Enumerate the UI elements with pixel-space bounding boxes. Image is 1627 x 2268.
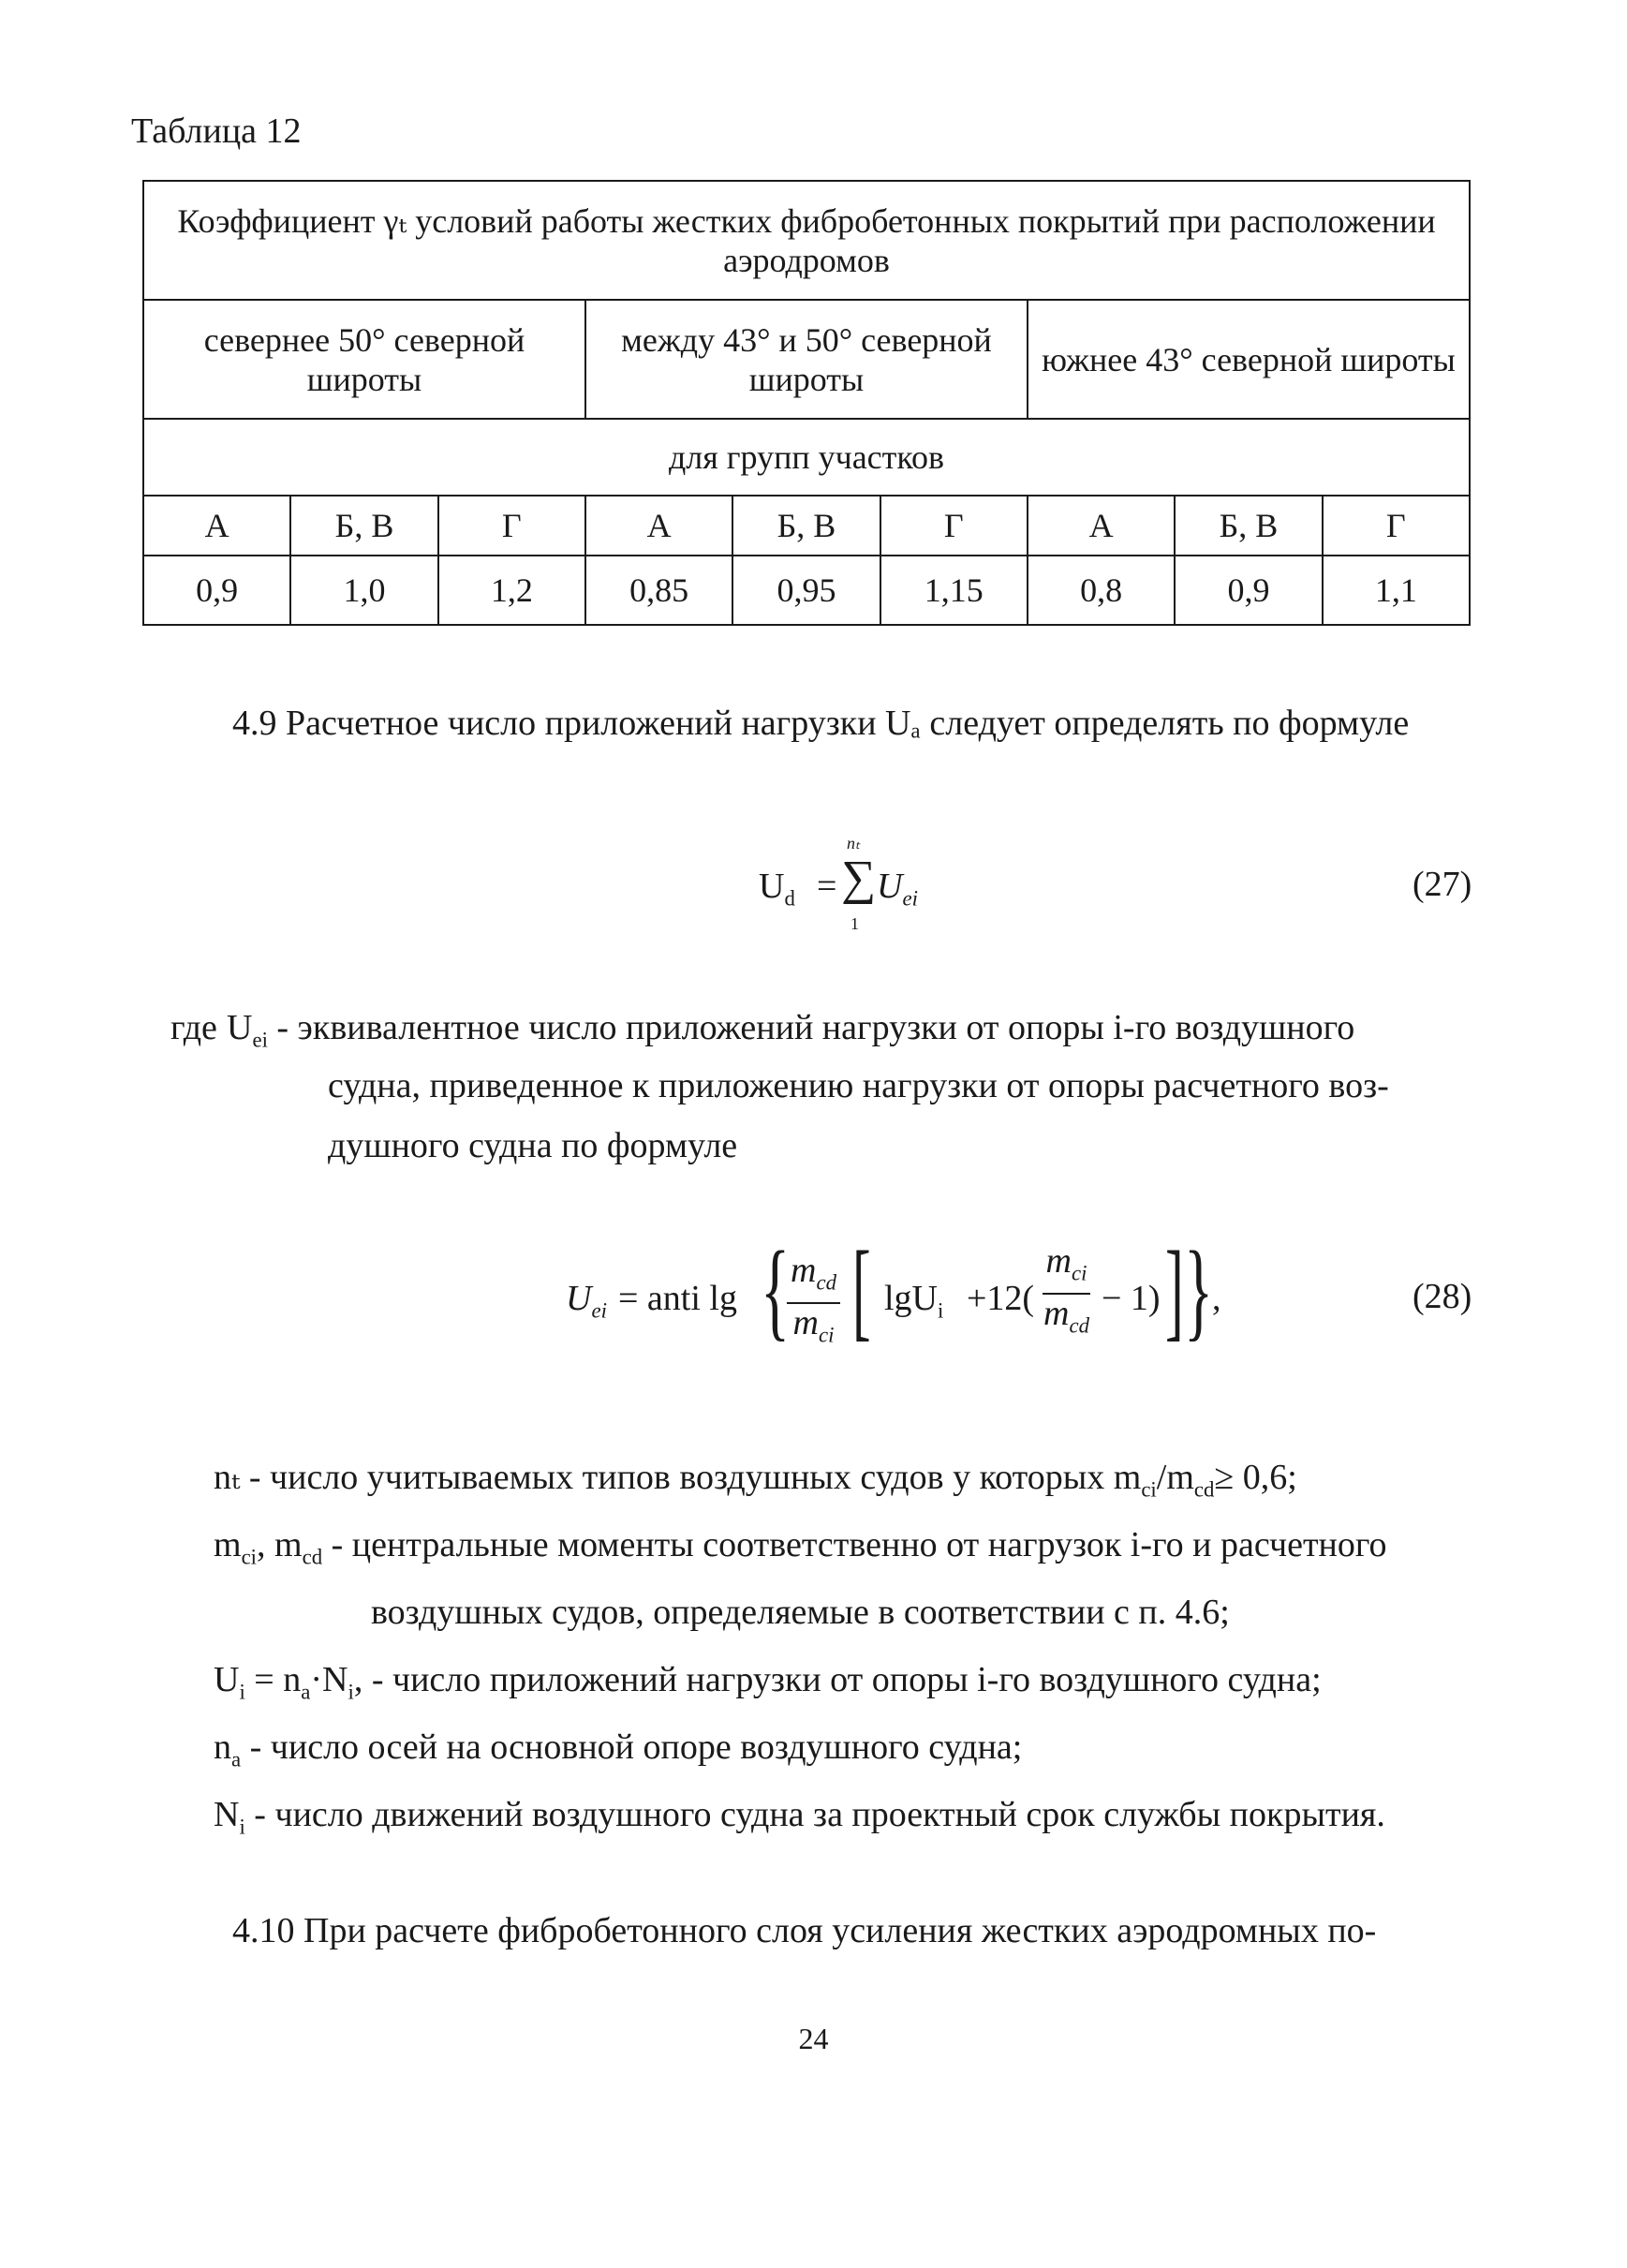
value-cell: 1,15 <box>880 556 1028 625</box>
fraction-mcd-mci: $m_{cd}$ $m_{ci}$ <box>787 1252 840 1354</box>
where-word: где <box>170 1008 217 1047</box>
group-cell: А <box>585 496 732 556</box>
def-mci-mcd-cont: воздушных судов, определяемые в соответствии с п. 4.6; <box>371 1593 1230 1632</box>
zone-middle: между 43° и 50° северной широты <box>585 300 1028 419</box>
groups-row <box>143 496 1470 556</box>
formula-28-lg-ui: lgU$_i$ <box>884 1279 944 1323</box>
group-cell: Г <box>880 496 1028 556</box>
paragraph-4-9: 4.9 Расчетное число приложений нагрузки Uₐ следует определять по формуле <box>232 704 1410 743</box>
def-ni: $N_i$ - число движений воздушного судна за проектный срок службы покрытия. <box>214 1795 1385 1839</box>
groups-label: для групп участков <box>143 419 1470 496</box>
def-nt: nₜ - число учитываемых типов воздушных судов у которых $m_{ci}/m_{cd}\ge 0,6$; <box>214 1458 1297 1502</box>
formula-27-number: (27) <box>1413 865 1472 904</box>
value-cell: 0,9 <box>143 556 290 625</box>
paragraph-4-10: 4.10 При расчете фибробетонного слоя усиления жестких аэродромных по- <box>232 1911 1377 1950</box>
table-header: Коэффициент γₜ условий работы жестких фибробетонных покрытий при расположении аэродромов <box>143 181 1470 300</box>
coefficient-table <box>142 180 1471 626</box>
formula-28-minus-one: − 1) <box>1102 1279 1161 1318</box>
where-line-3: душного судна по формуле <box>328 1126 738 1165</box>
left-bracket: [ <box>852 1228 871 1351</box>
group-cell: Г <box>1323 496 1470 556</box>
value-cell: 0,8 <box>1028 556 1175 625</box>
formula-28-anti-lg: = anti lg <box>618 1279 737 1318</box>
left-brace: { <box>761 1228 791 1351</box>
def-mci-mcd: $m_{ci}$, $m_{cd}$ - центральные моменты соответственно от нагрузок i-го и расчетного <box>214 1525 1387 1569</box>
value-cell: 0,95 <box>732 556 880 625</box>
group-cell: Б, В <box>1175 496 1322 556</box>
zone-north: севернее 50° северной широты <box>143 300 585 419</box>
right-bracket: ] <box>1165 1228 1184 1351</box>
value-cell: 1,2 <box>438 556 585 625</box>
formula-27-term: $U_{ei}$ <box>877 867 918 911</box>
value-cell: 0,85 <box>585 556 732 625</box>
formula-28 <box>566 1225 1221 1375</box>
right-brace: } <box>1184 1228 1214 1351</box>
zone-south: южнее 43° северной широты <box>1028 300 1470 419</box>
group-cell: Б, В <box>290 496 437 556</box>
formula-28-lhs: $U_{ei}$ <box>566 1279 607 1323</box>
where-line-2: судна, приведенное к приложению нагрузки от опоры расчетного воз- <box>328 1066 1389 1105</box>
formula-28-comma: , <box>1212 1279 1221 1318</box>
sum-upper-limit: nₜ <box>847 834 861 852</box>
group-cell: А <box>1028 496 1175 556</box>
fraction-mci-mcd: $m_{ci}$ $m_{cd}$ <box>1043 1241 1089 1338</box>
def-na: $n_a$ - число осей на основной опоре воздушного судна; <box>214 1727 1023 1771</box>
sum-sign: ∑ <box>841 852 877 905</box>
table-caption: Таблица 12 <box>131 111 302 151</box>
value-cell: 0,9 <box>1175 556 1322 625</box>
group-cell: А <box>143 496 290 556</box>
values-row <box>143 556 1470 625</box>
formula-27 <box>759 834 1002 937</box>
where-line-1: $U_{ei}$ - эквивалентное число приложений нагрузки от опоры i-го воздушного <box>227 1008 1355 1052</box>
page-number: 24 <box>798 2022 829 2055</box>
formula-27-eq: = <box>817 867 837 906</box>
def-ui: $U_i = n_a\cdot N_i$, - число приложений нагрузки от опоры i-го воздушного судна; <box>214 1660 1322 1704</box>
value-cell: 1,1 <box>1323 556 1470 625</box>
formula-27-lhs: $U_d$ <box>759 867 795 911</box>
formula-28-number: (28) <box>1413 1277 1472 1316</box>
formula-28-plus-12: +12( <box>967 1279 1035 1318</box>
sum-lower-limit: 1 <box>850 914 859 933</box>
value-cell: 1,0 <box>290 556 437 625</box>
group-cell: Г <box>438 496 585 556</box>
group-cell: Б, В <box>732 496 880 556</box>
